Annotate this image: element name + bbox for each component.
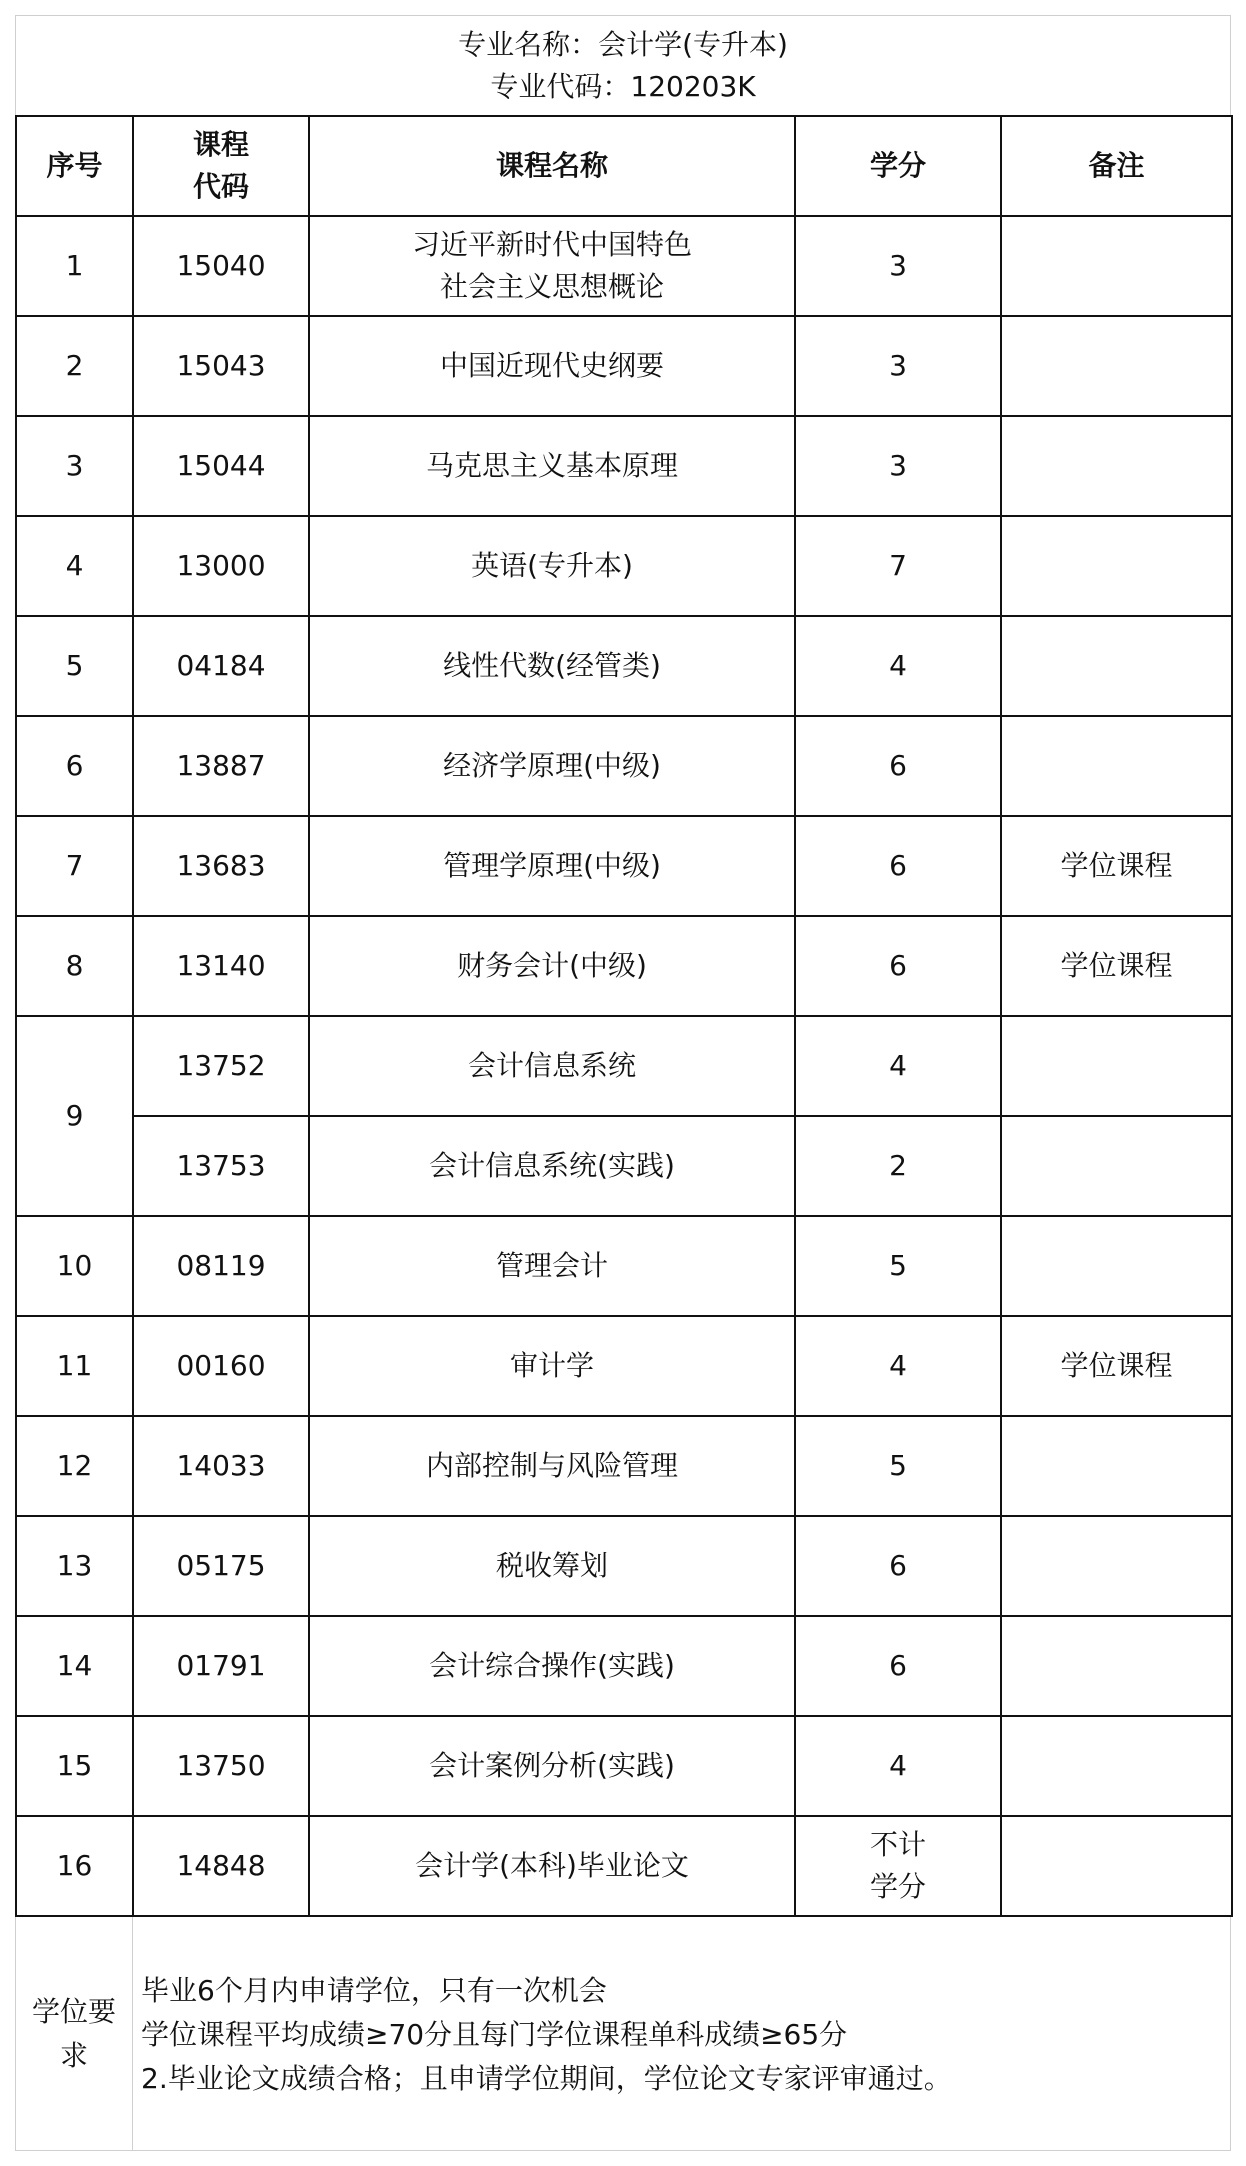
cell-note: 学位课程	[1001, 916, 1232, 1016]
header-seq: 序号	[16, 116, 133, 216]
cell-code: 04184	[133, 616, 309, 716]
cell-seq: 14	[16, 1616, 133, 1716]
cell-note	[1001, 616, 1232, 716]
cell-code: 15044	[133, 416, 309, 516]
degree-text	[141, 1969, 952, 2101]
cell-code: 13683	[133, 816, 309, 916]
cell-name: 会计案例分析(实践)	[309, 1716, 795, 1816]
cell-seq: 16	[16, 1816, 133, 1916]
cell-code: 13000	[133, 516, 309, 616]
header-code	[133, 116, 309, 216]
degree-line: 毕业6个月内申请学位，只有一次机会	[141, 1974, 607, 2007]
table-row	[16, 316, 1232, 416]
major-name: 专业名称：会计学(专升本)	[458, 28, 788, 61]
course-sheet	[15, 15, 1231, 1917]
cell-seq: 3	[16, 416, 133, 516]
header-code-line2: 代码	[192, 170, 249, 203]
cell-seq: 1	[16, 216, 133, 316]
cell-seq: 5	[16, 616, 133, 716]
cell-name: 会计综合操作(实践)	[309, 1616, 795, 1716]
cell-name: 会计信息系统	[309, 1016, 795, 1116]
cell-name-line1: 习近平新时代中国特色	[411, 228, 692, 261]
table-row	[16, 1216, 1232, 1316]
cell-credit: 5	[795, 1416, 1001, 1516]
cell-code: 14033	[133, 1416, 309, 1516]
cell-note: 学位课程	[1001, 1316, 1232, 1416]
cell-credit: 3	[795, 316, 1001, 416]
cell-name: 经济学原理(中级)	[309, 716, 795, 816]
cell-code: 05175	[133, 1516, 309, 1616]
header-name: 课程名称	[309, 116, 795, 216]
cell-code: 15040	[133, 216, 309, 316]
cell-seq: 8	[16, 916, 133, 1016]
cell-credit: 4	[795, 1316, 1001, 1416]
cell-seq: 15	[16, 1716, 133, 1816]
cell-seq: 10	[16, 1216, 133, 1316]
cell-seq: 11	[16, 1316, 133, 1416]
cell-credit: 6	[795, 1516, 1001, 1616]
cell-seq: 9	[16, 1016, 133, 1216]
degree-line: 学位课程平均成绩≥70分且每门学位课程单科成绩≥65分	[141, 2018, 848, 2051]
cell-seq: 7	[16, 816, 133, 916]
cell-credit-line1: 不计	[869, 1828, 926, 1861]
table-row	[16, 1416, 1232, 1516]
cell-credit: 6	[795, 716, 1001, 816]
cell-name: 英语(专升本)	[309, 516, 795, 616]
header-note: 备注	[1001, 116, 1232, 216]
cell-code: 01791	[133, 1616, 309, 1716]
degree-requirements	[15, 1917, 1231, 2151]
cell-note	[1001, 1816, 1232, 1916]
cell-code: 13750	[133, 1716, 309, 1816]
cell-credit: 6	[795, 816, 1001, 916]
cell-name: 线性代数(经管类)	[309, 616, 795, 716]
table-row	[16, 1516, 1232, 1616]
cell-code: 00160	[133, 1316, 309, 1416]
cell-code: 15043	[133, 316, 309, 416]
cell-credit	[795, 1816, 1001, 1916]
cell-name-line2: 社会主义思想概论	[439, 270, 664, 303]
cell-credit: 3	[795, 216, 1001, 316]
cell-note	[1001, 516, 1232, 616]
table-row	[16, 1116, 1232, 1216]
table-row	[16, 716, 1232, 816]
cell-credit: 4	[795, 1716, 1001, 1816]
cell-note	[1001, 1516, 1232, 1616]
header-credit: 学分	[795, 116, 1001, 216]
cell-name: 审计学	[309, 1316, 795, 1416]
cell-note	[1001, 416, 1232, 516]
cell-credit: 6	[795, 916, 1001, 1016]
cell-seq: 13	[16, 1516, 133, 1616]
cell-note	[1001, 1616, 1232, 1716]
cell-credit: 4	[795, 616, 1001, 716]
table-row	[16, 1716, 1232, 1816]
cell-name: 内部控制与风险管理	[309, 1416, 795, 1516]
cell-name: 财务会计(中级)	[309, 916, 795, 1016]
cell-credit: 7	[795, 516, 1001, 616]
cell-note	[1001, 1716, 1232, 1816]
cell-credit: 2	[795, 1116, 1001, 1216]
table-row	[16, 1816, 1232, 1916]
major-code: 专业代码：120203K	[490, 70, 756, 103]
cell-credit: 3	[795, 416, 1001, 516]
cell-seq: 12	[16, 1416, 133, 1516]
course-table	[15, 115, 1233, 1917]
cell-note	[1001, 216, 1232, 316]
cell-credit: 4	[795, 1016, 1001, 1116]
cell-name: 马克思主义基本原理	[309, 416, 795, 516]
degree-label: 学位要求	[16, 1917, 133, 2151]
cell-name: 税收筹划	[309, 1516, 795, 1616]
cell-name: 中国近现代史纲要	[309, 316, 795, 416]
header-code-line1: 课程	[192, 128, 249, 161]
cell-note	[1001, 1216, 1232, 1316]
cell-code: 13752	[133, 1016, 309, 1116]
table-row	[16, 1316, 1232, 1416]
degree-line: 2.毕业论文成绩合格；且申请学位期间，学位论文专家评审通过。	[141, 2062, 952, 2095]
major-header	[15, 15, 1231, 115]
table-header-row	[16, 116, 1232, 216]
cell-seq: 4	[16, 516, 133, 616]
cell-note	[1001, 716, 1232, 816]
cell-seq: 2	[16, 316, 133, 416]
cell-code: 13140	[133, 916, 309, 1016]
cell-credit: 6	[795, 1616, 1001, 1716]
cell-note	[1001, 1016, 1232, 1116]
cell-name	[309, 216, 795, 316]
cell-code: 13753	[133, 1116, 309, 1216]
cell-code: 13887	[133, 716, 309, 816]
cell-note: 学位课程	[1001, 816, 1232, 916]
cell-note	[1001, 316, 1232, 416]
cell-name: 会计学(本科)毕业论文	[309, 1816, 795, 1916]
table-row	[16, 1616, 1232, 1716]
cell-credit-line2: 学分	[869, 1870, 926, 1903]
table-row	[16, 516, 1232, 616]
cell-code: 14848	[133, 1816, 309, 1916]
table-row	[16, 616, 1232, 716]
cell-seq: 6	[16, 716, 133, 816]
cell-credit: 5	[795, 1216, 1001, 1316]
table-row	[16, 816, 1232, 916]
table-row	[16, 216, 1232, 316]
table-row	[16, 1016, 1232, 1116]
cell-note	[1001, 1416, 1232, 1516]
table-row	[16, 416, 1232, 516]
cell-note	[1001, 1116, 1232, 1216]
cell-name: 管理学原理(中级)	[309, 816, 795, 916]
cell-name: 管理会计	[309, 1216, 795, 1316]
cell-code: 08119	[133, 1216, 309, 1316]
cell-name: 会计信息系统(实践)	[309, 1116, 795, 1216]
table-row	[16, 916, 1232, 1016]
